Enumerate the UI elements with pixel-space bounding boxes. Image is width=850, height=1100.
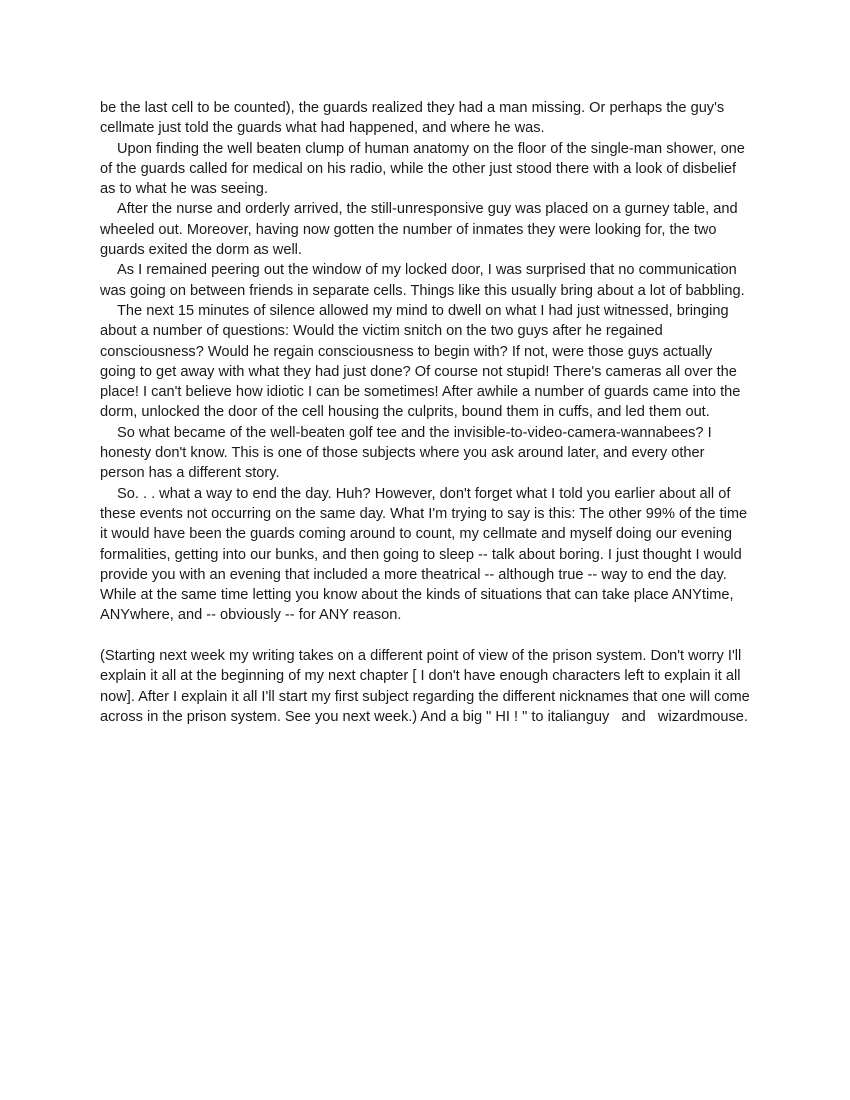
paragraph-5: The next 15 minutes of silence allowed my mind to dwell on what I had just witnessed, bringing about a number of questions: Would the victim snitch on the two guys after he regained consciousness? Would he regain consciousness to begin with? If not, were those guys actually going to get away with what they had just done? Of course not stupid! There's cameras all over the place! I can't believe how idiotic I can be sometimes! After awhile a number of guards came into the dorm, unlocked the door of the cell housing the culprits, bound them in cuffs, and led them out.	[100, 302, 741, 421]
paragraph-4: As I remained peering out the window of my locked door, I was surprised that no communication was going on between friends in separate cells. Things like this usually bring about a lot of babbling.	[100, 262, 745, 299]
paragraph-3: After the nurse and orderly arrived, the still-unresponsive guy was placed on a gurney table, and wheeled out. Moreover, having now gotten the number of inmates they were looking for, the two guards exited the dorm as well.	[100, 201, 738, 259]
paragraph-7: So. . . what a way to end the day. Huh? However, don't forget what I told you earlier about all of these events not occurring on the same day. What I'm trying to say is this: The other 99% of the time it would have been the guards coming around to count, my cellmate and myself doing our evening formalities, getting into our bunks, and then going to sleep -- talk about boring. I just thought I would provide you with an evening that included a more theatrical -- although true -- way to end the day. While at the same time letting you know about the kinds of situations that can take place ANYtime, ANYwhere, and -- obviously -- for ANY reason.	[100, 485, 748, 624]
paragraph-2: Upon finding the well beaten clump of human anatomy on the floor of the single-man shower, one of the guards called for medical on his radio, while the other just stood there with a look of disbelief as to what he was seeing.	[100, 140, 745, 198]
paragraph-1: be the last cell to be counted), the guards realized they had a man missing. Or perhaps the guy's cellmate just told the guards what had happened, and where he was.	[100, 100, 725, 137]
paragraph-spacer	[100, 626, 750, 646]
document-page	[100, 98, 754, 727]
closing-note: (Starting next week my writing takes on a different point of view of the prison system. Don't worry I'll explain it all at the beginning of my next chapter [ I don't have enough characters left to explain it all now]. After I explain it all I'll start my first subject regarding the different nicknames that one will come across in the prison system. See you next week.) And a big " HI ! " to italianguy and wizardmouse.	[100, 648, 754, 725]
paragraph-6: So what became of the well-beaten golf tee and the invisible-to-video-camera-wannabees? I honesty don't know. This is one of those subjects where you ask around later, and every other person has a different story.	[100, 424, 712, 482]
